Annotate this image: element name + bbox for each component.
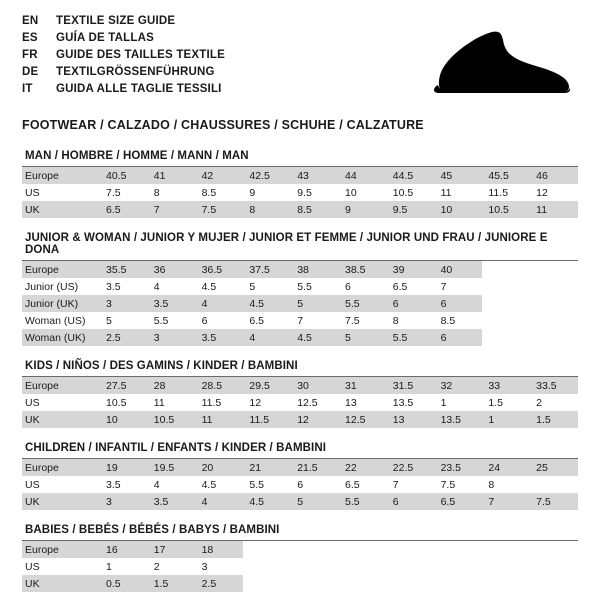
size-cell: [387, 558, 435, 575]
size-cell: 42.5: [243, 167, 291, 184]
size-section: [22, 442, 578, 510]
row-label: US: [25, 478, 40, 491]
size-cell: 28: [148, 377, 196, 394]
language-row: [22, 31, 225, 48]
size-cell: [387, 575, 435, 592]
size-cell: 11.5: [243, 411, 291, 428]
size-cell: [530, 312, 578, 329]
size-cell: 4: [196, 493, 244, 510]
size-cell: 27.5: [100, 377, 148, 394]
size-cell: 3: [100, 295, 148, 312]
table-row: [22, 493, 578, 510]
size-cell: 29.5: [243, 377, 291, 394]
language-title: TEXTILE SIZE GUIDE: [56, 15, 176, 27]
size-cell: 36.5: [196, 261, 244, 278]
size-cell: 1.5: [530, 411, 578, 428]
size-cell: [482, 278, 530, 295]
size-cell: 2: [153, 560, 160, 573]
table-row: [22, 459, 578, 476]
size-cell: 1.5: [148, 575, 196, 592]
size-cell: [243, 541, 291, 558]
row-label: Junior (UK): [22, 295, 100, 312]
size-table: [22, 541, 578, 592]
size-cell: 10: [435, 201, 483, 218]
table-row: [22, 476, 578, 493]
row-label: UK: [22, 411, 100, 428]
language-row: [22, 48, 225, 65]
size-cell: [339, 558, 387, 575]
language-row: [22, 65, 225, 82]
size-cell: 9.5: [297, 186, 312, 199]
language-title-list: [22, 14, 225, 99]
size-cell: 10.5: [482, 201, 530, 218]
size-cell: 4.5: [243, 295, 291, 312]
size-cell: 1.5: [488, 396, 503, 409]
size-cell: 12: [536, 186, 548, 199]
size-cell: 10.5: [392, 186, 414, 199]
size-cell: 5: [291, 493, 339, 510]
size-sections: [22, 150, 578, 592]
dress-shoe-icon: [392, 28, 572, 102]
size-cell: 45.5: [482, 167, 530, 184]
row-label: US: [25, 560, 40, 573]
size-cell: 13.5: [435, 411, 483, 428]
size-cell: 6: [297, 478, 304, 491]
size-cell: 31: [339, 377, 387, 394]
size-cell: 7: [392, 478, 399, 491]
table-row: [22, 558, 578, 575]
size-cell: 3.5: [106, 280, 121, 293]
size-cell: [530, 329, 578, 346]
size-cell: 33: [482, 377, 530, 394]
language-title: GUIDE DES TAILLES TEXTILE: [56, 49, 225, 61]
size-cell: 12: [291, 411, 339, 428]
size-cell: 13.5: [392, 396, 414, 409]
size-cell: [435, 558, 483, 575]
size-cell: 8.5: [440, 314, 456, 327]
size-cell: 41: [148, 167, 196, 184]
size-cell: 6.5: [435, 493, 483, 510]
size-cell: 8.5: [291, 201, 339, 218]
table-row: [22, 184, 578, 201]
size-cell: 6.5: [249, 314, 264, 327]
size-cell: 16: [100, 541, 148, 558]
table-row: [22, 261, 578, 278]
size-cell: 4.5: [291, 329, 339, 346]
size-cell: 40.5: [100, 167, 148, 184]
size-cell: 46: [530, 167, 578, 184]
size-cell: 7.5: [440, 478, 456, 491]
size-cell: 23.5: [435, 459, 483, 476]
language-title: GUIDA ALLE TAGLIE TESSILI: [56, 83, 222, 95]
size-cell: [482, 575, 530, 592]
size-cell: 4: [153, 478, 160, 491]
table-row: [22, 541, 578, 558]
size-cell: 10: [100, 411, 148, 428]
size-cell: 8: [153, 186, 160, 199]
size-table: [22, 167, 578, 218]
size-cell: 17: [148, 541, 196, 558]
table-row: [22, 278, 578, 295]
size-cell: 4: [243, 329, 291, 346]
size-cell: 39: [387, 261, 435, 278]
size-cell: [530, 541, 578, 558]
size-cell: 2: [536, 396, 543, 409]
size-cell: 4.5: [243, 493, 291, 510]
size-cell: 45: [435, 167, 483, 184]
size-cell: 5.5: [387, 329, 435, 346]
size-cell: 5: [249, 280, 256, 293]
table-row: [22, 329, 578, 346]
size-cell: 2.5: [100, 329, 148, 346]
size-cell: 44: [339, 167, 387, 184]
size-cell: 1: [106, 560, 112, 573]
size-cell: [482, 329, 530, 346]
size-cell: 7.5: [196, 201, 244, 218]
size-cell: 13: [387, 411, 435, 428]
size-cell: 5.5: [153, 314, 169, 327]
size-cell: 37.5: [243, 261, 291, 278]
table-row: [22, 394, 578, 411]
size-cell: [435, 541, 483, 558]
size-cell: 8: [243, 201, 291, 218]
size-cell: 5: [339, 329, 387, 346]
size-cell: [387, 541, 435, 558]
size-cell: 5: [291, 295, 339, 312]
section-title: JUNIOR & WOMAN / JUNIOR Y MUJER / JUNIOR ET FEMME / JUNIOR UND FRAU / JUNIORE E DONA: [22, 232, 578, 261]
size-cell: 24: [482, 459, 530, 476]
footwear-category-line: FOOTWEAR / CALZADO / CHAUSSURES / SCHUHE / CALZATURE: [22, 118, 424, 132]
size-cell: 5.5: [339, 493, 387, 510]
size-cell: [339, 541, 387, 558]
size-cell: 6.5: [392, 280, 408, 293]
size-cell: [530, 575, 578, 592]
size-cell: 21: [243, 459, 291, 476]
size-cell: 1: [482, 411, 530, 428]
size-cell: 4.5: [201, 280, 217, 293]
language-code: DE: [22, 66, 39, 78]
row-label: Europe: [22, 167, 100, 184]
size-section: [22, 360, 578, 428]
size-cell: [530, 476, 578, 493]
header: [22, 14, 578, 106]
row-label: US: [25, 396, 40, 409]
size-cell: 4: [196, 295, 244, 312]
language-row: [22, 14, 225, 31]
table-row: [22, 411, 578, 428]
size-cell: 40: [435, 261, 483, 278]
size-cell: 7: [297, 314, 304, 327]
size-cell: 6: [387, 295, 435, 312]
size-cell: 11: [440, 186, 452, 199]
size-cell: 8.5: [201, 186, 217, 199]
table-row: [22, 312, 578, 329]
size-cell: 1: [440, 396, 447, 409]
language-code: ES: [22, 32, 38, 44]
size-cell: 38: [291, 261, 339, 278]
row-label: UK: [22, 575, 100, 592]
size-section: [22, 524, 578, 592]
size-cell: 3.5: [148, 295, 196, 312]
size-cell: 4: [153, 280, 160, 293]
size-cell: 3.5: [196, 329, 244, 346]
table-row: [22, 201, 578, 218]
size-cell: 6: [344, 280, 351, 293]
size-cell: 3: [148, 329, 196, 346]
row-label: Europe: [22, 459, 100, 476]
row-label: Europe: [22, 377, 100, 394]
size-cell: [482, 312, 530, 329]
size-cell: 7: [482, 493, 530, 510]
size-cell: 8: [488, 478, 495, 491]
size-cell: 5.5: [339, 295, 387, 312]
size-cell: [291, 575, 339, 592]
size-cell: 32: [435, 377, 483, 394]
size-cell: 38.5: [339, 261, 387, 278]
language-code: EN: [22, 15, 39, 27]
size-cell: 3.5: [148, 493, 196, 510]
section-title: CHILDREN / INFANTIL / ENFANTS / KINDER / BAMBINI: [22, 442, 578, 459]
size-cell: 12.5: [297, 396, 318, 409]
row-label: Woman (UK): [22, 329, 100, 346]
size-cell: [339, 575, 387, 592]
size-cell: 6: [201, 314, 208, 327]
size-cell: 10.5: [148, 411, 196, 428]
size-cell: 9: [339, 201, 387, 218]
size-cell: 6: [435, 295, 483, 312]
row-label: Europe: [22, 541, 100, 558]
size-cell: 11: [153, 396, 165, 409]
size-cell: [530, 558, 578, 575]
size-cell: 35.5: [100, 261, 148, 278]
size-table: [22, 459, 578, 510]
size-cell: 18: [196, 541, 244, 558]
section-title: KIDS / NIÑOS / DES GAMINS / KINDER / BAMBINI: [22, 360, 578, 377]
size-cell: [243, 558, 291, 575]
size-cell: 33.5: [530, 377, 578, 394]
size-cell: 36: [148, 261, 196, 278]
size-cell: 22.5: [387, 459, 435, 476]
row-label: Junior (US): [25, 280, 79, 293]
size-cell: 8: [392, 314, 399, 327]
size-cell: [243, 575, 291, 592]
size-cell: 3: [100, 493, 148, 510]
size-cell: 12: [249, 396, 262, 409]
table-row: [22, 167, 578, 184]
size-cell: 6.5: [344, 478, 360, 491]
size-section: [22, 232, 578, 346]
size-cell: 7: [440, 280, 447, 293]
language-row: [22, 82, 225, 99]
size-cell: 20: [196, 459, 244, 476]
size-cell: [435, 575, 483, 592]
size-cell: 11.5: [488, 186, 509, 199]
size-cell: [482, 558, 530, 575]
size-cell: 5.5: [297, 280, 312, 293]
row-label: UK: [22, 201, 100, 218]
size-cell: 19.5: [148, 459, 196, 476]
size-cell: [291, 558, 339, 575]
size-cell: 0.5: [100, 575, 148, 592]
size-cell: 28.5: [196, 377, 244, 394]
size-cell: 9: [249, 186, 256, 199]
size-cell: 30: [291, 377, 339, 394]
size-cell: 6.5: [100, 201, 148, 218]
table-row: [22, 377, 578, 394]
size-cell: [530, 261, 578, 278]
size-cell: 11: [530, 201, 578, 218]
size-cell: 6: [435, 329, 483, 346]
size-cell: 11.5: [201, 396, 222, 409]
size-cell: [291, 541, 339, 558]
size-cell: 5.5: [249, 478, 264, 491]
size-cell: 4.5: [201, 478, 217, 491]
size-cell: 31.5: [387, 377, 435, 394]
size-cell: [530, 278, 578, 295]
size-cell: 10.5: [106, 396, 127, 409]
size-cell: 3: [201, 560, 208, 573]
language-title: TEXTILGRÖSSENFÜHRUNG: [56, 66, 215, 78]
size-cell: 6: [387, 493, 435, 510]
table-row: [22, 295, 578, 312]
size-cell: 7.5: [344, 314, 360, 327]
size-cell: 19: [100, 459, 148, 476]
size-cell: 9.5: [387, 201, 435, 218]
size-cell: [482, 295, 530, 312]
size-cell: 42: [196, 167, 244, 184]
language-code: FR: [22, 49, 38, 61]
size-cell: 13: [344, 396, 357, 409]
size-cell: 25: [530, 459, 578, 476]
size-table: [22, 377, 578, 428]
size-cell: 7.5: [106, 186, 121, 199]
row-label: UK: [22, 493, 100, 510]
size-cell: [482, 541, 530, 558]
row-label: US: [25, 186, 40, 199]
size-cell: 22: [339, 459, 387, 476]
size-cell: 44.5: [387, 167, 435, 184]
size-cell: [530, 295, 578, 312]
size-cell: [482, 261, 530, 278]
size-cell: 11: [196, 411, 244, 428]
size-cell: 3.5: [106, 478, 121, 491]
language-title: GUÍA DE TALLAS: [56, 32, 154, 44]
size-cell: 7.5: [530, 493, 578, 510]
language-code: IT: [22, 83, 33, 95]
size-section: [22, 150, 578, 218]
size-table: [22, 261, 578, 346]
row-label: Europe: [22, 261, 100, 278]
section-title: BABIES / BEBÉS / BÉBÉS / BABYS / BAMBINI: [22, 524, 578, 541]
section-title: MAN / HOMBRE / HOMME / MANN / MAN: [22, 150, 578, 167]
size-cell: 7: [148, 201, 196, 218]
size-cell: 21.5: [291, 459, 339, 476]
size-cell: 5: [106, 314, 112, 327]
table-row: [22, 575, 578, 592]
size-cell: 12.5: [339, 411, 387, 428]
row-label: Woman (US): [25, 314, 86, 327]
size-cell: 2.5: [196, 575, 244, 592]
size-cell: 10: [344, 186, 357, 199]
size-cell: 43: [291, 167, 339, 184]
